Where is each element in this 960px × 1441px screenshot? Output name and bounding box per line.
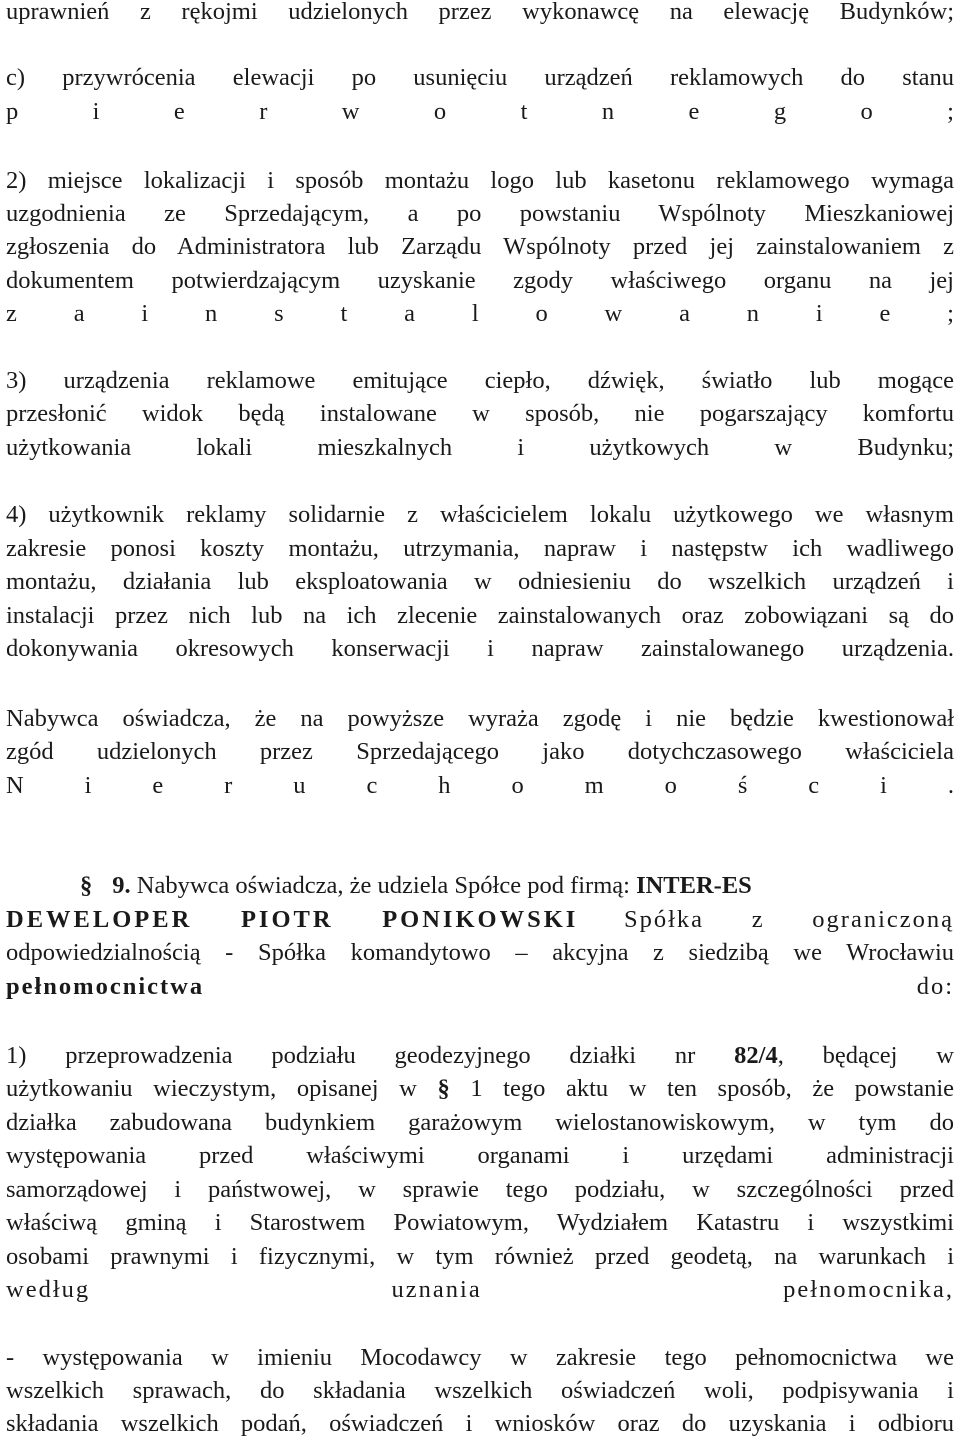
text-line: dokonywania okresowych konserwacji i napraw zainstalowanego urządzenia.: [6, 635, 954, 662]
item-1-text-cont: , będącej w: [777, 1042, 955, 1069]
text-line: 3) urządzenia reklamowe emitujące ciepło, dźwięk, światło lub mogące: [6, 367, 954, 394]
text-line: właściwą gminą i Starostwem Powiatowym, Wydziałem Katastru i wszystkimi: [6, 1209, 954, 1236]
firm-name-part-1: INTER-ES: [636, 872, 752, 899]
text-line: zakresie ponosi koszty montażu, utrzymania, napraw i następstw ich wadliwego: [6, 535, 954, 562]
text-line: [6, 970, 954, 1004]
section-sign: §: [80, 872, 93, 899]
firm-type: Spółka z ograniczoną: [624, 906, 955, 933]
power-of-attorney-word: pełnomocnictwa: [6, 973, 205, 1000]
item-1-text: 1) przeprowadzenia podziału geodezyjnego działki nr: [6, 1042, 696, 1069]
text-line: c) przywrócenia elewacji po usunięciu urządzeń reklamowych do stanu: [6, 64, 954, 91]
section-9-heading-line: [80, 869, 954, 903]
plot-number: 82/4: [734, 1042, 778, 1069]
section-sign: §: [437, 1075, 450, 1102]
text-line: wszelkich sprawach, do składania wszelkich oświadczeń woli, podpisywania i: [6, 1377, 954, 1404]
item-1-line-2b: 1 tego aktu w ten sposób, że powstanie: [470, 1075, 955, 1102]
text-line: zgłoszenia do Administratora lub Zarządu Wspólnoty przed jej zainstalowaniem z: [6, 233, 954, 260]
text-line: uzgodnienia ze Sprzedającym, a po powstaniu Wspólnoty Mieszkaniowej: [6, 200, 954, 227]
text-line: uprawnień z rękojmi udzielonych przez wykonawcę na elewację Budynków;: [6, 0, 954, 25]
text-line: N i e r u c h o m o ś c i .: [6, 772, 954, 799]
text-line: samorządowej i państwowej, w sprawie tego podziału, w szczególności przed: [6, 1176, 954, 1203]
text-line: instalacji przez nich lub na ich zlecenie zainstalowanych oraz zobowiązani są do: [6, 602, 954, 629]
text-line: przesłonić widok będą instalowane w sposób, nie pogarszający komfortu: [6, 400, 954, 427]
do-word: do:: [916, 973, 954, 1000]
text-line: [6, 1039, 954, 1073]
item-1-line-2a: użytkowaniu wieczystym, opisanej w: [6, 1075, 417, 1102]
text-line: - występowania w imieniu Mocodawcy w zakresie tego pełnomocnictwa we: [6, 1344, 954, 1371]
text-line: użytkowania lokali mieszkalnych i użytkowych w Budynku;: [6, 434, 954, 461]
text-line: dokumentem potwierdzającym uzyskanie zgody właściwego organu na jej: [6, 267, 954, 294]
text-line: osobami prawnymi i fizycznymi, w tym również przed geodetą, na warunkach i: [6, 1243, 954, 1270]
text-line: z a i n s t a l o w a n i e ;: [6, 300, 954, 327]
text-line: [6, 1072, 954, 1106]
text-line: składania wszelkich podań, oświadczeń i wniosków oraz do uzyskania i odbioru: [6, 1410, 954, 1437]
text-line: montażu, działania lub eksploatowania w odniesieniu do wszelkich urządzeń i: [6, 568, 954, 595]
text-line: [6, 903, 954, 937]
text-line: według uznania pełnomocnika,: [6, 1276, 954, 1303]
text-line: Nabywca oświadcza, że na powyższe wyraża zgodę i nie będzie kwestionował: [6, 705, 954, 732]
text-line: działka zabudowana budynkiem garażowym wielostanowiskowym, w tym do: [6, 1109, 954, 1136]
text-line: 4) użytkownik reklamy solidarnie z właścicielem lokalu użytkowego we własnym: [6, 501, 954, 528]
text-line: 2) miejsce lokalizacji i sposób montażu logo lub kasetonu reklamowego wymaga: [6, 167, 954, 194]
section-9-intro: Nabywca oświadcza, że udziela Spółce pod firmą:: [136, 872, 630, 899]
text-line: zgód udzielonych przez Sprzedającego jako dotychczasowego właściciela: [6, 738, 954, 765]
text-line: odpowiedzialnością - Spółka komandytowo – akcyjna z siedzibą we Wrocławiu: [6, 939, 954, 966]
firm-name-part-2: DEWELOPER PIOTR PONIKOWSKI: [6, 906, 579, 933]
text-line: występowania przed właściwymi organami i urzędami administracji: [6, 1142, 954, 1169]
section-number: 9.: [112, 872, 131, 899]
text-line: p i e r w o t n e g o ;: [6, 98, 954, 125]
